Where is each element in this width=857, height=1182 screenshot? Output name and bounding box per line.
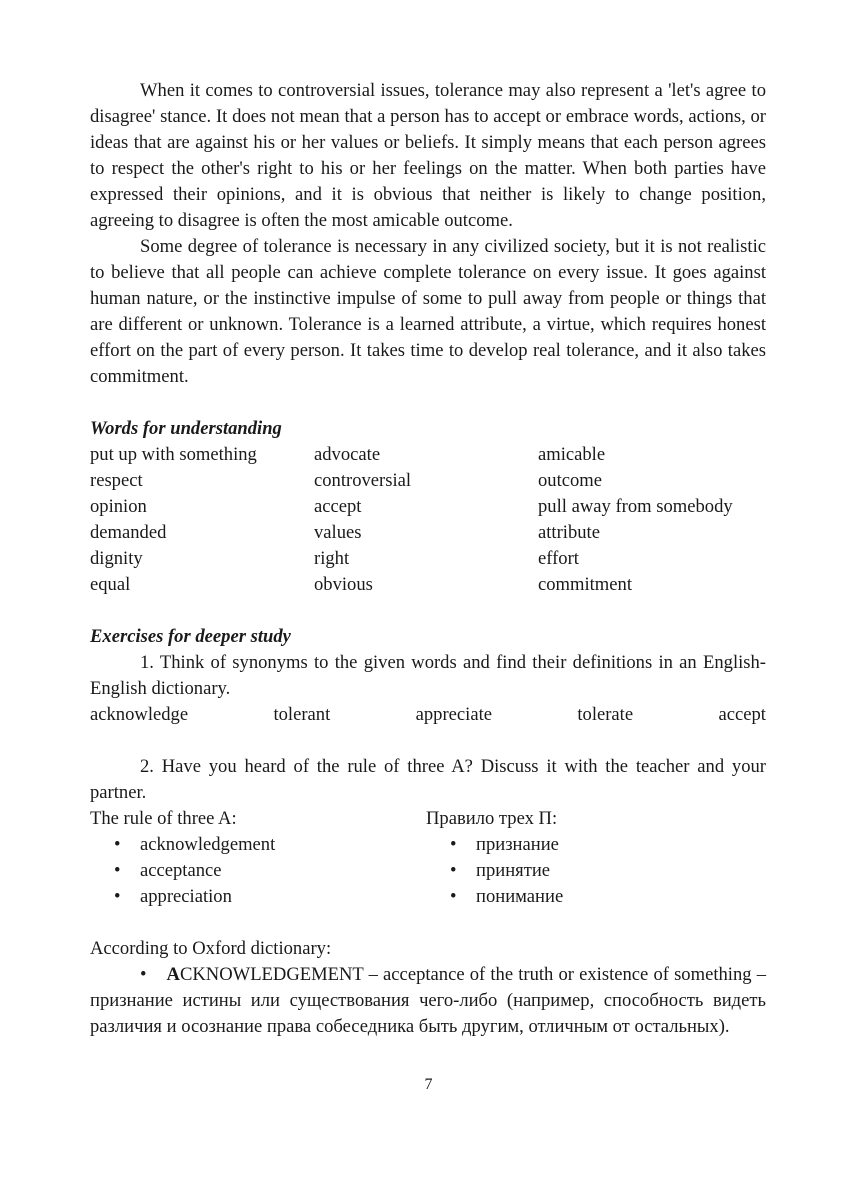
list-item: • понимание bbox=[426, 884, 766, 910]
vocab-word: respect bbox=[90, 470, 143, 491]
vocab-word: accept bbox=[314, 496, 362, 517]
vocab-word: pull away from somebody bbox=[538, 496, 733, 517]
rule-of-three-columns bbox=[90, 806, 766, 910]
bullet-icon: • bbox=[140, 964, 147, 985]
vocab-word: demanded bbox=[90, 522, 167, 543]
rule-russian-column bbox=[426, 806, 766, 910]
list-item: • acceptance bbox=[90, 858, 426, 884]
paragraph-degree-of-tolerance: Some degree of tolerance is necessary in any civilized society, but it is not realistic to believe that all people can achieve complete tolerance on every issue. It goes against human nature, or the instinctive impulse of some to pull away from people or things that are different or unknown. Tolerance is a learned attribute, a virtue, which requires honest effort on the part of every person. It takes time to develop real tolerance, and it also takes commitment. bbox=[90, 236, 766, 387]
bullet-icon: • bbox=[114, 860, 121, 881]
vocab-word: amicable bbox=[538, 444, 606, 465]
paragraph-controversial-issues: When it comes to controversial issues, tolerance may also represent a 'let's agree to disagree' stance. It does not mean that a person has to accept or embrace words, actions, or ideas that are against his or her values or beliefs. It simply means that each person agrees to respect the other's right to his or her feelings on the matter. When both parties have expressed their opinions, and it is obvious that neither is likely to change position, agreeing to disagree is often the most amicable outcome. bbox=[90, 80, 766, 231]
vocab-word: dignity bbox=[90, 548, 143, 569]
vocab-word: attribute bbox=[538, 522, 600, 543]
vocab-word: outcome bbox=[538, 470, 603, 491]
rule-english-list bbox=[90, 832, 426, 910]
list-item: • acknowledgement bbox=[90, 832, 426, 858]
bullet-icon: • bbox=[114, 834, 121, 855]
vocab-word: opinion bbox=[90, 496, 147, 517]
spacer bbox=[90, 910, 766, 936]
spacer bbox=[90, 728, 766, 754]
bullet-icon: • bbox=[114, 886, 121, 907]
words-section-title: Words for understanding bbox=[90, 418, 282, 439]
vocab-word: right bbox=[314, 548, 350, 569]
rule-russian-list bbox=[426, 832, 766, 910]
vocab-word: advocate bbox=[314, 444, 381, 465]
vocab-word: put up with something bbox=[90, 444, 257, 465]
list-item: • признание bbox=[426, 832, 766, 858]
term-first-letter: A bbox=[166, 964, 180, 985]
oxford-intro: According to Oxford dictionary: bbox=[90, 938, 332, 959]
exercise-word: tolerant bbox=[273, 704, 331, 725]
term-rest: CKNOWLEDGEMENT bbox=[179, 964, 364, 985]
document-page bbox=[90, 78, 766, 1040]
vocab-word: controversial bbox=[314, 470, 412, 491]
bullet-icon: • bbox=[450, 834, 457, 855]
vocab-word: values bbox=[314, 522, 362, 543]
exercises-section-title: Exercises for deeper study bbox=[90, 626, 291, 647]
exercise-word: accept bbox=[718, 704, 766, 725]
exercise-1-text: 1. Think of synonyms to the given words and find their definitions in an English-English dictionary. bbox=[90, 652, 766, 699]
oxford-definition bbox=[90, 962, 766, 1040]
bullet-icon: • bbox=[450, 886, 457, 907]
definition-text: – acceptance of the truth or existence of something – признание истины или существования чего-либо (например, способность видеть различия и осознание права собеседника быть другим, отличным от остальных). bbox=[90, 964, 766, 1037]
rule-english-column bbox=[90, 806, 426, 910]
rule-russian-heading: Правило трех П: bbox=[426, 808, 558, 829]
rule-english-heading: The rule of three A: bbox=[90, 808, 237, 829]
vocabulary-table bbox=[90, 442, 766, 598]
exercise-word: acknowledge bbox=[90, 704, 189, 725]
exercise-2-text: 2. Have you heard of the rule of three A? Discuss it with the teacher and your partner. bbox=[90, 756, 766, 803]
exercise-1-word-list bbox=[90, 702, 766, 728]
vocab-word: commitment bbox=[538, 574, 632, 595]
vocab-word: obvious bbox=[314, 574, 373, 595]
list-item: • принятие bbox=[426, 858, 766, 884]
exercise-word: appreciate bbox=[415, 704, 492, 725]
vocab-word: equal bbox=[90, 574, 131, 595]
exercise-word: tolerate bbox=[577, 704, 634, 725]
page-number: 7 bbox=[424, 1076, 433, 1093]
vocab-word: effort bbox=[538, 548, 579, 569]
list-item: • appreciation bbox=[90, 884, 426, 910]
bullet-icon: • bbox=[450, 860, 457, 881]
